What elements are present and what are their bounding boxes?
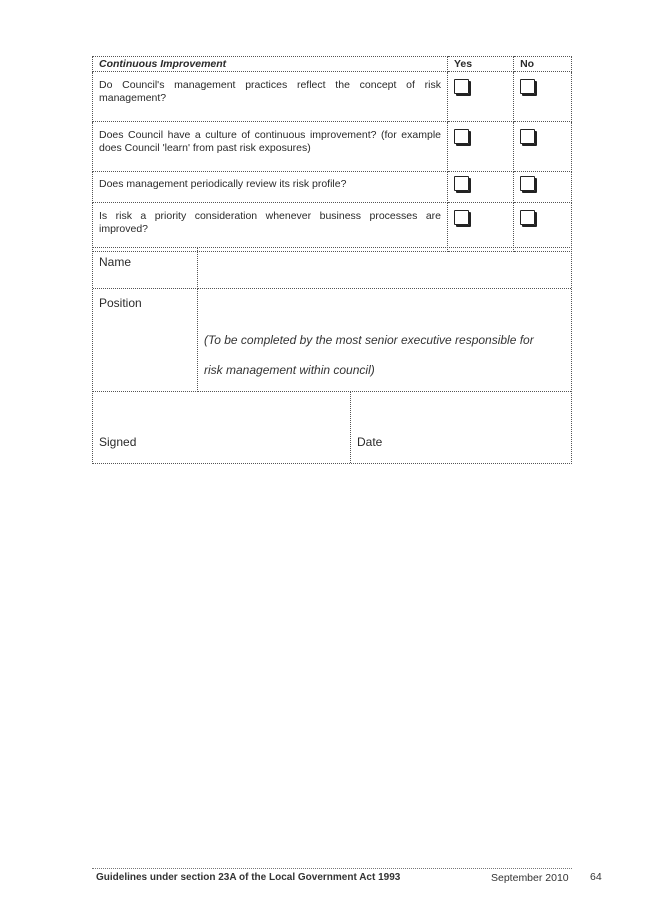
yes-cell [448, 172, 514, 203]
no-checkbox[interactable] [520, 176, 535, 191]
question-text: Does Council have a culture of continuous improvement? (for example does Council 'learn' from past risk exposures) [93, 122, 448, 172]
position-note-line-2: risk management within council) [204, 363, 375, 377]
yes-cell [448, 72, 514, 122]
signoff-box [92, 247, 572, 464]
table-row [93, 172, 572, 203]
name-field[interactable] [198, 248, 571, 289]
section-heading: Continuous Improvement [93, 57, 448, 72]
name-label: Name [93, 248, 198, 289]
question-text: Is risk a priority consideration whenever business processes are improved? [93, 203, 448, 252]
no-cell [514, 203, 572, 252]
date-field[interactable] [351, 392, 571, 463]
yes-checkbox[interactable] [454, 210, 469, 225]
position-label: Position [93, 289, 198, 392]
position-field[interactable] [198, 289, 571, 392]
yes-column-header: Yes [448, 57, 514, 72]
no-column-header: No [514, 57, 572, 72]
yes-checkbox[interactable] [454, 176, 469, 191]
yes-cell [448, 203, 514, 252]
position-note-line-1: (To be completed by the most senior executive responsible for [204, 333, 534, 347]
yes-checkbox[interactable] [454, 79, 469, 94]
no-cell [514, 172, 572, 203]
no-cell [514, 72, 572, 122]
continuous-improvement-table [92, 56, 572, 252]
footer-date: September 2010 [491, 872, 569, 884]
date-label: Date [357, 435, 383, 449]
table-row [93, 72, 572, 122]
yes-cell [448, 122, 514, 172]
no-cell [514, 122, 572, 172]
yes-checkbox[interactable] [454, 129, 469, 144]
question-text: Does management periodically review its risk profile? [93, 172, 448, 203]
no-checkbox[interactable] [520, 129, 535, 144]
question-text: Do Council's management practices reflect the concept of risk management? [93, 72, 448, 122]
table-row [93, 203, 572, 252]
signed-label: Signed [99, 435, 137, 449]
signature-field[interactable] [93, 392, 351, 463]
table-header-row [93, 57, 572, 72]
footer-title: Guidelines under section 23A of the Local Government Act 1993 [96, 872, 401, 883]
table-row [93, 122, 572, 172]
no-checkbox[interactable] [520, 210, 535, 225]
no-checkbox[interactable] [520, 79, 535, 94]
footer-divider [92, 868, 572, 869]
page-number: 64 [590, 871, 602, 883]
